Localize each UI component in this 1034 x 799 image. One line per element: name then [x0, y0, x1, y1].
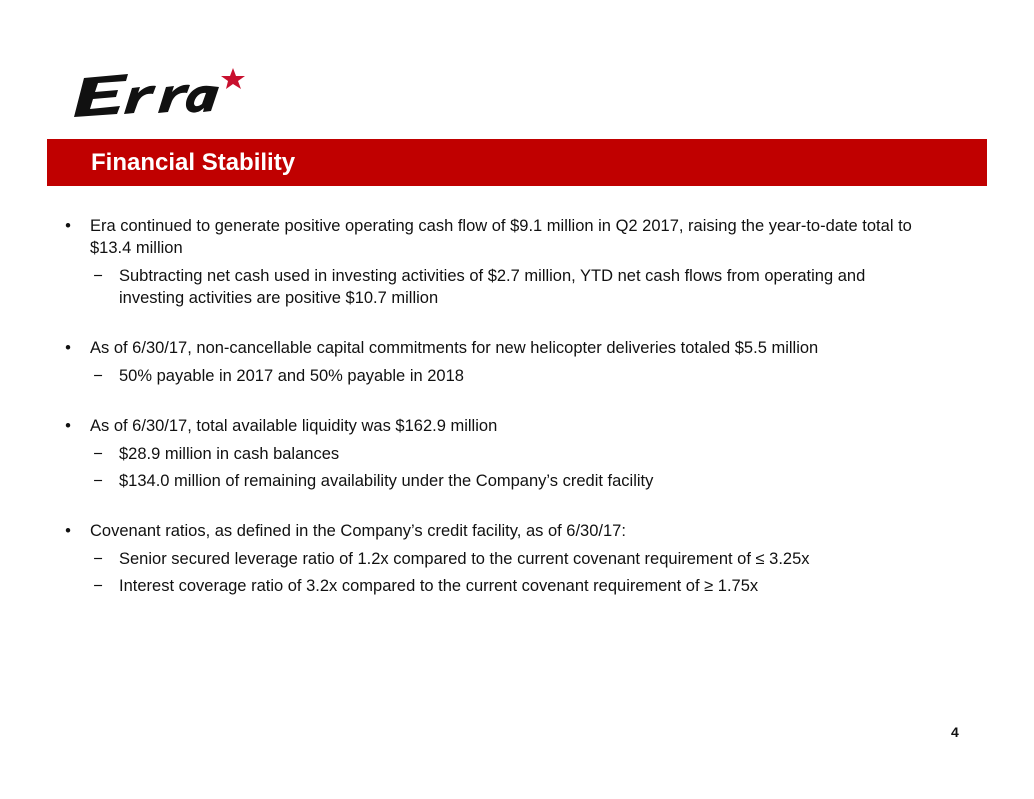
slide-title: Financial Stability — [91, 149, 296, 176]
bullet-text: As of 6/30/17, total available liquidity was $162.9 million — [90, 417, 498, 435]
sub-bullet-marker: − — [93, 367, 103, 385]
bullet-item — [60, 337, 930, 359]
sub-bullet-text: Interest coverage ratio of 3.2x compared to the current covenant requirement of ≥ 1.75x — [119, 577, 759, 595]
sub-bullet-item — [60, 548, 930, 570]
sub-bullet-item — [60, 470, 930, 492]
bullet-item — [60, 415, 930, 437]
sub-bullet-item — [60, 265, 930, 309]
era-logo-wordmark — [74, 74, 219, 117]
bullet-marker: • — [65, 417, 71, 435]
era-logo — [70, 66, 260, 124]
sub-bullet-marker: − — [93, 550, 103, 568]
sub-bullet-text: $28.9 million in cash balances — [119, 445, 340, 463]
bullet-text: Era continued to generate positive operating cash flow of $9.1 million in Q2 2017, raising the year-to-date total to $13.4 million — [90, 217, 912, 257]
page-number: 4 — [951, 724, 959, 740]
sub-bullet-marker: − — [93, 472, 103, 490]
sub-bullet-marker: − — [93, 267, 103, 285]
bullet-marker: • — [65, 522, 71, 540]
sub-bullet-item — [60, 443, 930, 465]
bullet-marker: • — [65, 339, 71, 357]
sub-bullet-marker: − — [93, 577, 103, 595]
sub-bullet-text: 50% payable in 2017 and 50% payable in 2018 — [119, 367, 464, 385]
bullet-marker: • — [65, 217, 71, 235]
bullet-list — [60, 215, 930, 602]
bullet-text: Covenant ratios, as defined in the Company’s credit facility, as of 6/30/17: — [90, 522, 626, 540]
sub-bullet-item — [60, 575, 930, 597]
sub-bullet-text: Subtracting net cash used in investing activities of $2.7 million, YTD net cash flows from operating and investing activities are positive $10.7 million — [119, 267, 866, 307]
sub-bullet-item — [60, 365, 930, 387]
sub-bullet-text: $134.0 million of remaining availability under the Company’s credit facility — [119, 472, 654, 490]
bullet-text: As of 6/30/17, non-cancellable capital commitments for new helicopter deliveries totaled $5.5 million — [90, 339, 819, 357]
sub-bullet-marker: − — [93, 445, 103, 463]
sub-bullet-text: Senior secured leverage ratio of 1.2x compared to the current covenant requirement of ≤ 3.25x — [119, 550, 810, 568]
star-icon — [221, 68, 245, 89]
bullet-item — [60, 215, 930, 259]
title-bar — [47, 139, 987, 186]
bullet-item — [60, 520, 930, 542]
